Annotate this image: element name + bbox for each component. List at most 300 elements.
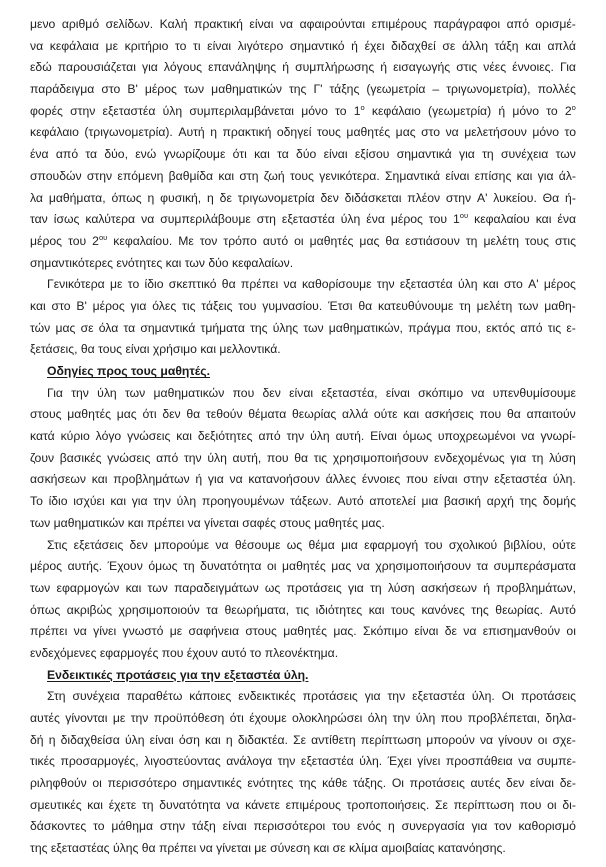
text-run: σημαντικά [140, 320, 196, 335]
text-run: ότι [232, 147, 247, 162]
text-run: η [207, 190, 214, 205]
text-run: ύλη. [359, 754, 383, 769]
text-run: εξεταστέα [412, 689, 465, 704]
text-run: στις [555, 233, 576, 248]
text-run: οι [294, 233, 304, 248]
text-run: Αυτό [337, 494, 364, 509]
text-run: ενότητες [247, 776, 294, 791]
text-run: γνωρίζουμε [163, 147, 226, 162]
text-run: αντίθετη [311, 732, 356, 747]
text-run: τη [183, 559, 195, 574]
text-run: το [546, 103, 558, 118]
text-run: γνωστό [122, 624, 164, 639]
text-run: κατευθύνουμε [378, 298, 454, 313]
text-run: πρακτική [222, 125, 272, 140]
text-line [30, 491, 576, 513]
document-content [30, 14, 576, 860]
text-run: οι [266, 559, 277, 574]
text-run: σαφήνεια [188, 624, 240, 639]
text-run: ύλη [458, 277, 478, 292]
text-run: εφαρμογή [364, 537, 419, 552]
text-run: μια [341, 537, 358, 552]
text-run: ακριβώς [66, 602, 112, 617]
text-line [30, 426, 576, 448]
text-run: δε [219, 190, 232, 205]
text-run: οι [92, 776, 102, 791]
text-run: σημαντικό [289, 38, 345, 53]
text-run: τον [494, 819, 512, 834]
text-run: όλη [367, 711, 388, 725]
text-run: προτάσεις [286, 580, 342, 595]
text-run: μαθη- [544, 298, 576, 313]
text-run: γίνουν [498, 732, 533, 747]
text-run: ύλη [415, 711, 436, 725]
text-run: μαθήματα, [48, 190, 106, 205]
text-run: η [210, 125, 217, 140]
text-run: γνωρί- [540, 429, 576, 444]
text-run: και [368, 602, 385, 617]
text-run: για [471, 819, 488, 834]
text-run: ύλη. [552, 472, 576, 487]
text-run: συμπεριλάβουμε [160, 212, 251, 227]
paragraph [30, 14, 576, 274]
text-line [30, 600, 576, 622]
text-run: να [521, 429, 535, 444]
text-run: (τριγωνομετρία). [84, 125, 173, 140]
text-run: δε [444, 624, 457, 639]
text-run: στους [30, 407, 62, 422]
text-run: Θα [542, 190, 560, 205]
text-run: φορές [30, 103, 63, 118]
text-run: στην [445, 190, 472, 205]
text-run: της [519, 494, 538, 509]
text-run: καθορίσουμε [301, 277, 372, 292]
text-run: μαθητές [67, 407, 111, 422]
text-run: να [279, 17, 294, 31]
text-run: και [535, 212, 552, 227]
text-run: που [406, 472, 428, 487]
text-run: τών [30, 320, 51, 335]
text-run: τη [482, 147, 494, 162]
text-run: του [424, 537, 443, 552]
text-run: επανάληψης [208, 60, 277, 75]
text-run: θέσουμε [234, 537, 281, 552]
text-run: του [332, 819, 351, 834]
text-run: τμήματα [200, 320, 245, 335]
text-run: είναι [222, 819, 247, 834]
text-run: λυκείου. [493, 190, 537, 205]
text-run: οι [566, 624, 576, 639]
text-run: κεφάλαια [49, 38, 99, 53]
text-run: ή [195, 472, 203, 487]
text-run: σε [80, 320, 94, 335]
text-run: ύλη [97, 385, 117, 400]
text-run: μόνο [532, 125, 560, 140]
text-run: ή [483, 580, 491, 595]
text-run: δεν [320, 190, 339, 205]
text-run: διδαχθεί [391, 38, 436, 53]
text-run: γενικότερα. [319, 168, 380, 183]
text-run: η [48, 732, 56, 747]
text-run: για [510, 450, 527, 465]
text-run: ζωή [263, 168, 285, 183]
text-run: για [537, 168, 554, 183]
text-run: μαθητές [283, 624, 327, 639]
text-run: των [183, 82, 205, 97]
text-run: Είναι [370, 429, 397, 444]
text-run: τη [531, 450, 544, 465]
text-run: και [110, 494, 127, 509]
text-run: μαθητές [346, 125, 391, 140]
text-run: τρόπο [223, 233, 257, 248]
text-line [30, 404, 576, 426]
text-run: να [283, 277, 297, 292]
text-run: να [463, 624, 477, 639]
text-run: μπορούμε [154, 537, 210, 552]
text-run: εστιάσουν [405, 233, 460, 248]
text-line [30, 751, 576, 773]
text-line: των μαθηματικών και πρέπει να γίνεται σαφές στους μαθητές μας. [30, 515, 385, 530]
text-run: διδαχθείσα [60, 732, 120, 747]
text-run: να [141, 212, 155, 227]
text-run: πρέπει [240, 277, 279, 292]
text-run: ύλη [207, 450, 227, 465]
text-run: δύο [296, 147, 317, 162]
text-run: σημαντικά [396, 147, 452, 162]
text-run: μενο [30, 17, 56, 31]
text-line [30, 795, 576, 817]
text-run: είναι [149, 732, 174, 747]
text-line [30, 36, 576, 58]
text-run: Καλή [159, 17, 188, 31]
text-run: παρουσιάζεται [57, 60, 136, 75]
text-run: μόνο [512, 103, 540, 118]
text-run: Σε [434, 797, 448, 812]
text-run: τάξης [329, 82, 360, 97]
text-run: οι [537, 732, 548, 747]
text-run: στη [256, 212, 276, 227]
text-run: $2^o$ [564, 102, 576, 118]
text-run: έχουμε [249, 711, 287, 725]
text-run: το [335, 103, 347, 118]
text-run: ορισμέ- [535, 17, 576, 31]
text-run: από [156, 450, 179, 465]
text-line: ενδεχόμενες εφαρμογές που έχουν αυτό το πλεονέκτημα. [30, 645, 339, 660]
text-run: απαιτούν [526, 407, 576, 422]
text-run: Οι [391, 776, 404, 791]
text-run: γυμνασίου. [262, 298, 323, 313]
text-run: ή [282, 60, 290, 75]
text-run: στο [503, 277, 523, 292]
text-run: μέρος [390, 212, 423, 227]
text-run: ύλη [162, 103, 183, 118]
text-line [30, 816, 576, 838]
text-run: Για [560, 60, 576, 75]
text-run: ενδεικτικές [238, 689, 296, 704]
text-run: τη [370, 580, 382, 595]
text-run: στο [101, 82, 121, 97]
text-run: εξεταστέα [102, 103, 156, 118]
text-run: ύλης [272, 320, 299, 335]
text-run: από [506, 17, 529, 31]
text-line: ξετάσεις, θα τους είναι χρήσιμο και μελλοντικά. [30, 342, 281, 357]
text-run: στη [239, 168, 259, 183]
text-run: μαθηματικών [153, 385, 225, 400]
text-run: την [130, 711, 149, 725]
text-run: συνέχεια [500, 147, 549, 162]
text-run: Έτσι [328, 298, 353, 313]
text-run: εξεταστέα [281, 212, 335, 227]
text-run: ασκήσεων [420, 580, 477, 595]
text-run: θέματα [248, 407, 287, 422]
text-run: ως [286, 537, 303, 552]
text-run: (γεωμετρία) [428, 103, 492, 118]
text-run: περίπτωση [453, 797, 514, 812]
text-run: βαθμίδα [168, 168, 214, 183]
text-run: ολοκληρώσει [292, 711, 363, 725]
text-run: ενδεχομένως [434, 450, 505, 465]
text-run: την [153, 494, 171, 509]
text-run: Αυτό [549, 602, 576, 617]
text-run: κεφαλαίου. [113, 233, 173, 248]
text-run: μαθηματικών [211, 82, 282, 97]
text-run: εξεταστέα [399, 277, 453, 292]
text-run: θεωρίας [292, 407, 337, 422]
text-run: άλ- [558, 168, 576, 183]
text-run: μας [395, 125, 416, 140]
text-run: βασικές [59, 450, 102, 465]
text-run: θα [186, 407, 201, 422]
text-run: καθορισμό [518, 819, 576, 834]
text-run: λιγοστεύοντας [144, 754, 221, 769]
text-run: εξίσου [354, 147, 390, 162]
text-run: συνέχεια [72, 689, 120, 704]
text-run: από [55, 147, 79, 162]
text-run: από [520, 320, 543, 335]
text-run: σμευτικές [30, 797, 82, 812]
text-run: του [428, 212, 448, 227]
text-run: τεθούν [205, 407, 243, 422]
text-run: το [564, 125, 576, 140]
text-line: της εξεταστέας ύλης θα πρέπει να γίνεται με σύνεση και σε κλίμα αμοιβαίας κατανόησης. [30, 841, 506, 856]
text-run: προβλημάτων, [496, 580, 576, 595]
text-run: να [445, 125, 459, 140]
text-run: ή- [565, 190, 576, 205]
text-run: μέρος [30, 559, 63, 574]
text-run: δύο, [104, 147, 128, 162]
text-run: που [519, 797, 542, 812]
text-run: αυτή, [232, 450, 262, 465]
text-run: ίδιο [48, 494, 68, 509]
text-run: των [30, 580, 51, 595]
text-run: στην [86, 168, 113, 183]
text-run: άλλες [325, 472, 357, 487]
text-run: ε- [566, 320, 576, 335]
text-run: στις [456, 60, 478, 75]
text-run: ή [351, 38, 358, 53]
text-run: αρχή [486, 494, 514, 509]
text-run: δι- [562, 797, 576, 812]
text-run: δηλα- [545, 711, 576, 725]
text-run: να [518, 754, 532, 769]
text-run: από [258, 429, 281, 444]
text-run: δυνατότητα [200, 559, 262, 574]
paragraph [30, 535, 576, 665]
text-run: των [518, 298, 539, 313]
text-run: ή [380, 60, 388, 75]
text-run: μέρος [30, 233, 63, 248]
text-run: γίνονται [65, 711, 108, 725]
text-run: μελέτη [476, 298, 513, 313]
text-line [30, 231, 576, 253]
text-run: ως [264, 580, 281, 595]
text-run: δε- [559, 776, 576, 791]
text-run: δεξιότητες [197, 429, 253, 444]
text-run: η [225, 732, 233, 747]
text-run: είναι [323, 147, 348, 162]
text-run: κεφαλαίου [474, 212, 530, 227]
text-run: με [169, 624, 183, 639]
text-run: παράδειγμα [30, 82, 95, 97]
text-run: κεφάλαιο [30, 125, 79, 140]
text-run: μας [359, 233, 380, 248]
text-run: όλες [152, 298, 177, 313]
text-run: μάθημα [111, 819, 154, 834]
text-run: είναι [289, 385, 314, 400]
text-run: μια [421, 494, 439, 509]
text-run: ύλη [176, 494, 197, 509]
text-run: νέες [483, 60, 507, 75]
text-run: την [286, 429, 305, 444]
text-run: χρησιμοποιήσουν [375, 559, 471, 574]
text-run: προηγουμένων [201, 494, 285, 509]
text-run: ύλη [340, 212, 361, 227]
text-run: και [516, 168, 533, 183]
text-run: αυτές [470, 776, 501, 791]
text-run: όπως [30, 602, 61, 617]
text-run: τα [206, 602, 218, 617]
text-run: έννοιες [361, 472, 401, 487]
text-run: και [176, 429, 192, 444]
text-run: θεωρίας. [495, 602, 543, 617]
text-run: τη [459, 298, 471, 313]
text-run: όπως [111, 190, 142, 205]
text-run: ότι [229, 711, 244, 725]
text-run: τι [193, 38, 201, 53]
text-run: τάξεων. [290, 494, 332, 509]
text-run: δυνατότητα [159, 797, 221, 812]
text-run: τους [289, 168, 314, 183]
text-run: ζουν [30, 450, 55, 465]
text-line [30, 469, 576, 491]
text-run: και [30, 298, 46, 313]
text-run: κύριο [60, 429, 90, 444]
text-run: σκεπτικό [168, 277, 217, 292]
text-line [30, 383, 576, 405]
text-line [30, 773, 576, 795]
text-run: των [303, 320, 324, 335]
text-run: δάσκοντες [30, 819, 87, 834]
text-run: θα [506, 407, 521, 422]
text-run: μας. [333, 624, 357, 639]
text-run: να [73, 624, 87, 639]
text-run: λιγότερο [237, 38, 284, 53]
text-line [30, 79, 576, 101]
text-run: και [254, 147, 270, 162]
text-run: εξεταστέα [494, 472, 548, 487]
text-run: της [298, 776, 317, 791]
text-run: κάθε [322, 776, 348, 791]
text-run: θα [358, 298, 373, 313]
text-line [30, 578, 576, 600]
text-run: μελετήσουν [464, 125, 527, 140]
text-run: μέρος [144, 82, 177, 97]
text-run: που [479, 407, 502, 422]
text-run: προτάσεις [302, 689, 358, 704]
text-run: μαθητές [309, 233, 354, 248]
text-run: σχολικού [448, 537, 498, 552]
text-run: είναι [414, 624, 439, 639]
text-run: και [482, 277, 499, 292]
text-run: ούτε [552, 537, 576, 552]
text-run: για [458, 147, 475, 162]
text-run: για [347, 580, 364, 595]
text-run: ίσως [53, 212, 80, 227]
text-run: λύση [549, 450, 576, 465]
text-run: κάνετε [245, 797, 280, 812]
text-run: θέμα [308, 537, 335, 552]
text-run: τροποποιήσεις. [346, 797, 430, 812]
text-line [30, 274, 576, 296]
text-run: επίσης [474, 168, 512, 183]
text-run: τις [313, 450, 328, 465]
text-run: εκτός [486, 320, 516, 335]
text-run: παράγραφοι [433, 17, 501, 31]
text-run: η [147, 190, 155, 205]
text-run: η [387, 819, 395, 834]
text-run: Έχουν [107, 559, 143, 574]
text-run: τον [199, 233, 218, 248]
text-run: εξεταστέα [300, 754, 354, 769]
text-run: χρησιμοποιήσουν [332, 450, 429, 465]
text-run: ότι [142, 407, 157, 422]
text-run: για [207, 472, 224, 487]
text-run: του [238, 298, 257, 313]
text-run: τις [182, 298, 196, 313]
text-run: μόνο [301, 103, 328, 118]
text-run: προϋπόθεση [153, 711, 225, 725]
text-run: μαθηματικών, [328, 320, 403, 335]
text-run: παραθέτω [126, 689, 183, 704]
text-run: εξεταστέα, [321, 385, 378, 400]
text-run: στους [245, 624, 277, 639]
text-run: είναι [249, 17, 274, 31]
text-run: θα [385, 233, 400, 248]
text-line [30, 448, 576, 470]
text-run: λόγο [95, 429, 122, 444]
text-run: συμπλήρωσης [295, 60, 375, 75]
text-line [30, 296, 576, 318]
text-run: μας [55, 320, 76, 335]
text-line [30, 144, 576, 166]
text-run: Στη [47, 689, 66, 704]
text-run: Σκόπιμο [363, 624, 409, 639]
text-run: των [124, 385, 146, 400]
text-line: σημαντικότερες ενότητες και των δύο κεφαλαίων. [30, 255, 294, 270]
text-run: ισχύει [73, 494, 105, 509]
text-run: Για [47, 385, 63, 400]
text-run: ανάλογα [226, 754, 273, 769]
